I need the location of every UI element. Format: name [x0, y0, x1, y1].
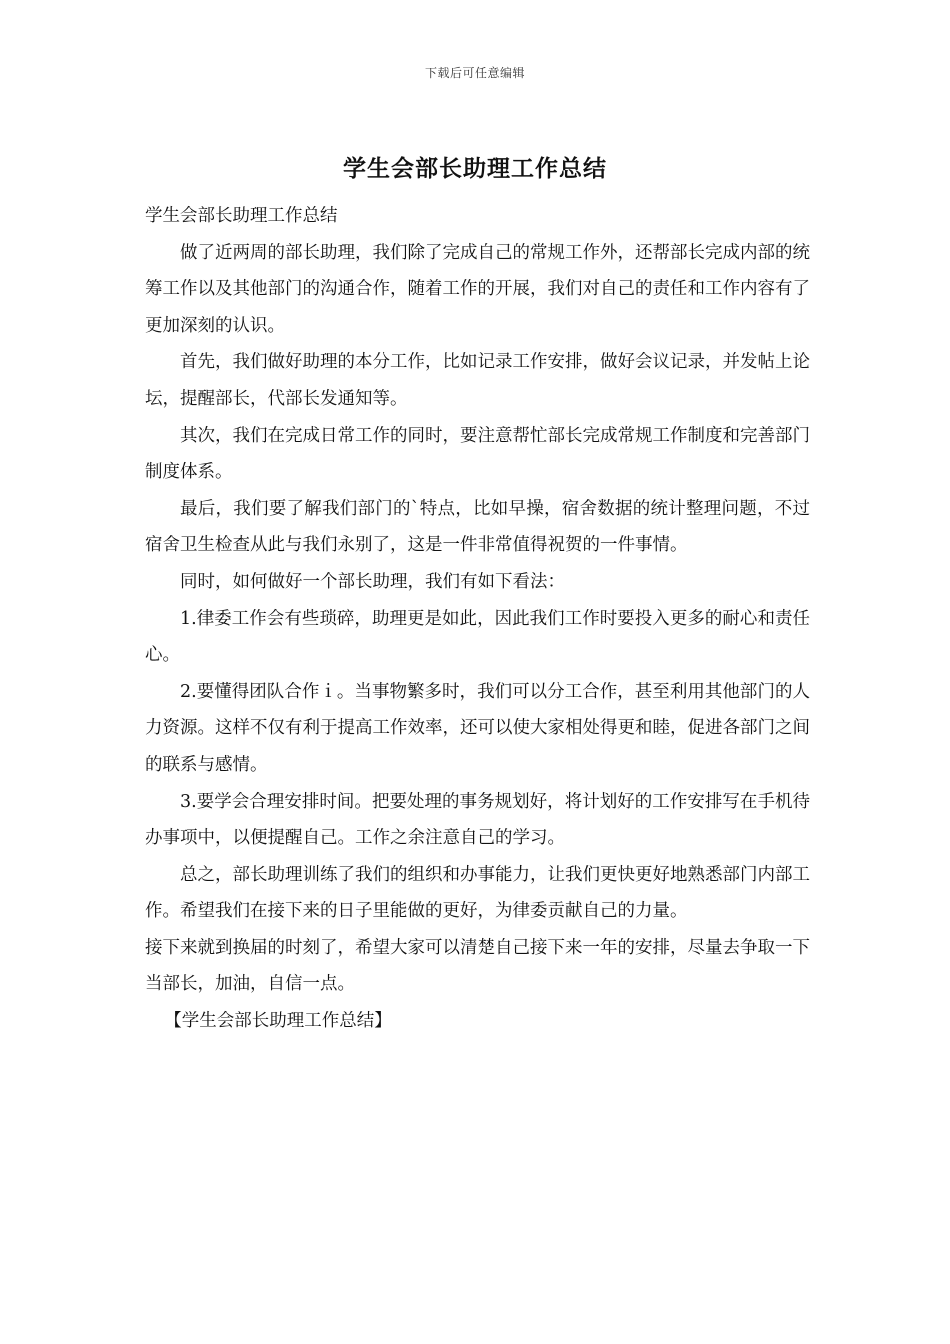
paragraph-first: 首先，我们做好助理的本分工作，比如记录工作安排，做好会议记录，并发帖上论坛，提醒部长，代部长发通知等。	[145, 352, 810, 409]
paragraph-views-intro: 同时，如何做好一个部长助理，我们有如下看法：	[180, 571, 565, 592]
document-subtitle: 学生会部长助理工作总结	[145, 206, 338, 226]
paragraph-intro: 做了近两周的部长助理，我们除了完成自己的常规工作外，还帮部长完成内部的统筹工作以及其他部门的沟通合作，随着工作的开展，我们对自己的责任和工作内容有了更加深刻的认识。	[145, 242, 810, 336]
paragraph-second: 其次，我们在完成日常工作的同时，要注意帮忙部长完成常规工作制度和完善部门制度体系。	[145, 425, 810, 483]
page-header-note: 下载后可任意编辑	[424, 66, 525, 80]
paragraph-summary: 总之，部长助理训练了我们的组织和办事能力，让我们更快更好地熟悉部门内部工作。希望我们在接下来的日子里能做的更好，为律委贡献自己的力量。	[145, 864, 810, 922]
paragraph-point-1: 1.律委工作会有些琐碎，助理更是如此，因此我们工作时要投入更多的耐心和责任心。	[145, 608, 810, 666]
document-title: 学生会部长助理工作总结	[343, 155, 607, 182]
paragraph-outlook: 接下来就到换届的时刻了，希望大家可以清楚自己接下来一年的安排，尽量去争取一下当部长，加油，自信一点。	[145, 937, 810, 995]
paragraph-last: 最后，我们要了解我们部门的`特点，比如早操，宿舍数据的统计整理问题，不过宿舍卫生检查从此与我们永别了，这是一件非常值得祝贺的一件事情。	[145, 498, 810, 556]
document-body	[145, 198, 810, 1040]
paragraph-point-3: 3.要学会合理安排时间。把要处理的事务规划好，将计划好的工作安排写在手机待办事项中，以便提醒自己。工作之余注意自己的学习。	[145, 791, 810, 849]
paragraph-point-2: 2.要懂得团队合作ｉ。当事物繁多时，我们可以分工合作，甚至利用其他部门的人力资源。这样不仅有利于提高工作效率，还可以使大家相处得更和睦，促进各部门之间的联系与感情。	[145, 681, 810, 775]
closing-tag: 【学生会部长助理工作总结】	[164, 1011, 392, 1032]
